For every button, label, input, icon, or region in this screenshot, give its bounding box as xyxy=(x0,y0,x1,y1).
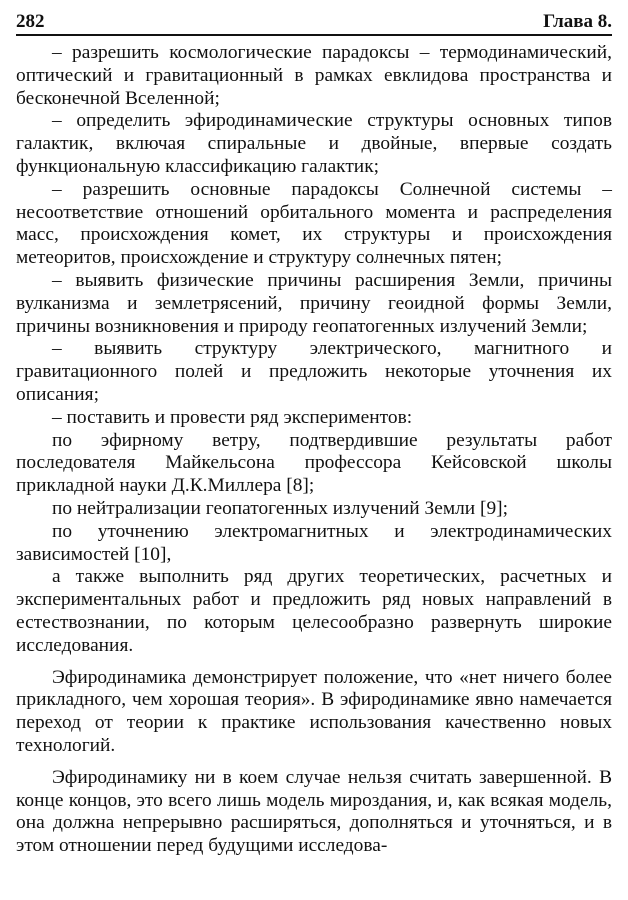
paragraph: – определить эфиродинамические структуры основных типов галактик, включая спиральные и двойные, впервые создать функциональную классификацию галактик; xyxy=(16,110,612,177)
page-body xyxy=(16,42,612,858)
paragraph: по эфирному ветру, подтвердившие результаты работ последователя Майкельсона профессора Кейсовской школы прикладной науки Д.К.Миллера [8]; xyxy=(16,429,612,497)
paragraph: – разрешить космологические парадоксы – термодинамический, оптический и гравитационный в рамках евклидова пространства и бесконечной Вселенной; xyxy=(16,42,612,109)
paragraph: – поставить и провести ряд экспериментов: xyxy=(52,406,413,428)
paragraph: по уточнению электромагнитных и электродинамических зависимостей [10], xyxy=(16,520,612,565)
paragraph: а также выполнить ряд других теоретических, расчетных и экспериментальных работ и предложить ряд новых направлений в естествознании, по которым целесообразно развернуть широкие исследования. xyxy=(16,566,612,656)
page-header xyxy=(16,10,612,36)
page-number: 282 xyxy=(16,11,45,32)
chapter-title: Глава 8. xyxy=(543,11,612,32)
paragraph: Эфиродинамику ни в коем случае нельзя считать завершенной. В конце концов, это всего лишь модель мироздания, и, как всякая модель, она должна непрерывно расширяться, дополняться и уточняться, и в этом отношении перед будущими исследова- xyxy=(16,766,612,857)
paragraph: – выявить физические причины расширения Земли, причины вулканизма и землетрясений, причину геоидной формы Земли, причины возникновения и природу геопатогенных излучений Земли; xyxy=(16,269,612,337)
paragraph: – разрешить основные парадоксы Солнечной системы – несоответствие отношений орбитального момента и распределения масс, происхождения комет, их структуры и происхождения метеоритов, происхождение и структуру солнечных пятен; xyxy=(16,178,612,269)
paragraph: Эфиродинамика демонстрирует положение, что «нет ничего более прикладного, чем хорошая теория». В эфиродинамике явно намечается переход от теории к практике использования качественно новых технологий. xyxy=(16,666,612,756)
paragraph: по нейтрализации геопатогенных излучений Земли [9]; xyxy=(52,497,509,519)
paragraph: – выявить структуру электрического, магнитного и гравитационного полей и предложить некоторые уточнения их описания; xyxy=(16,338,612,405)
